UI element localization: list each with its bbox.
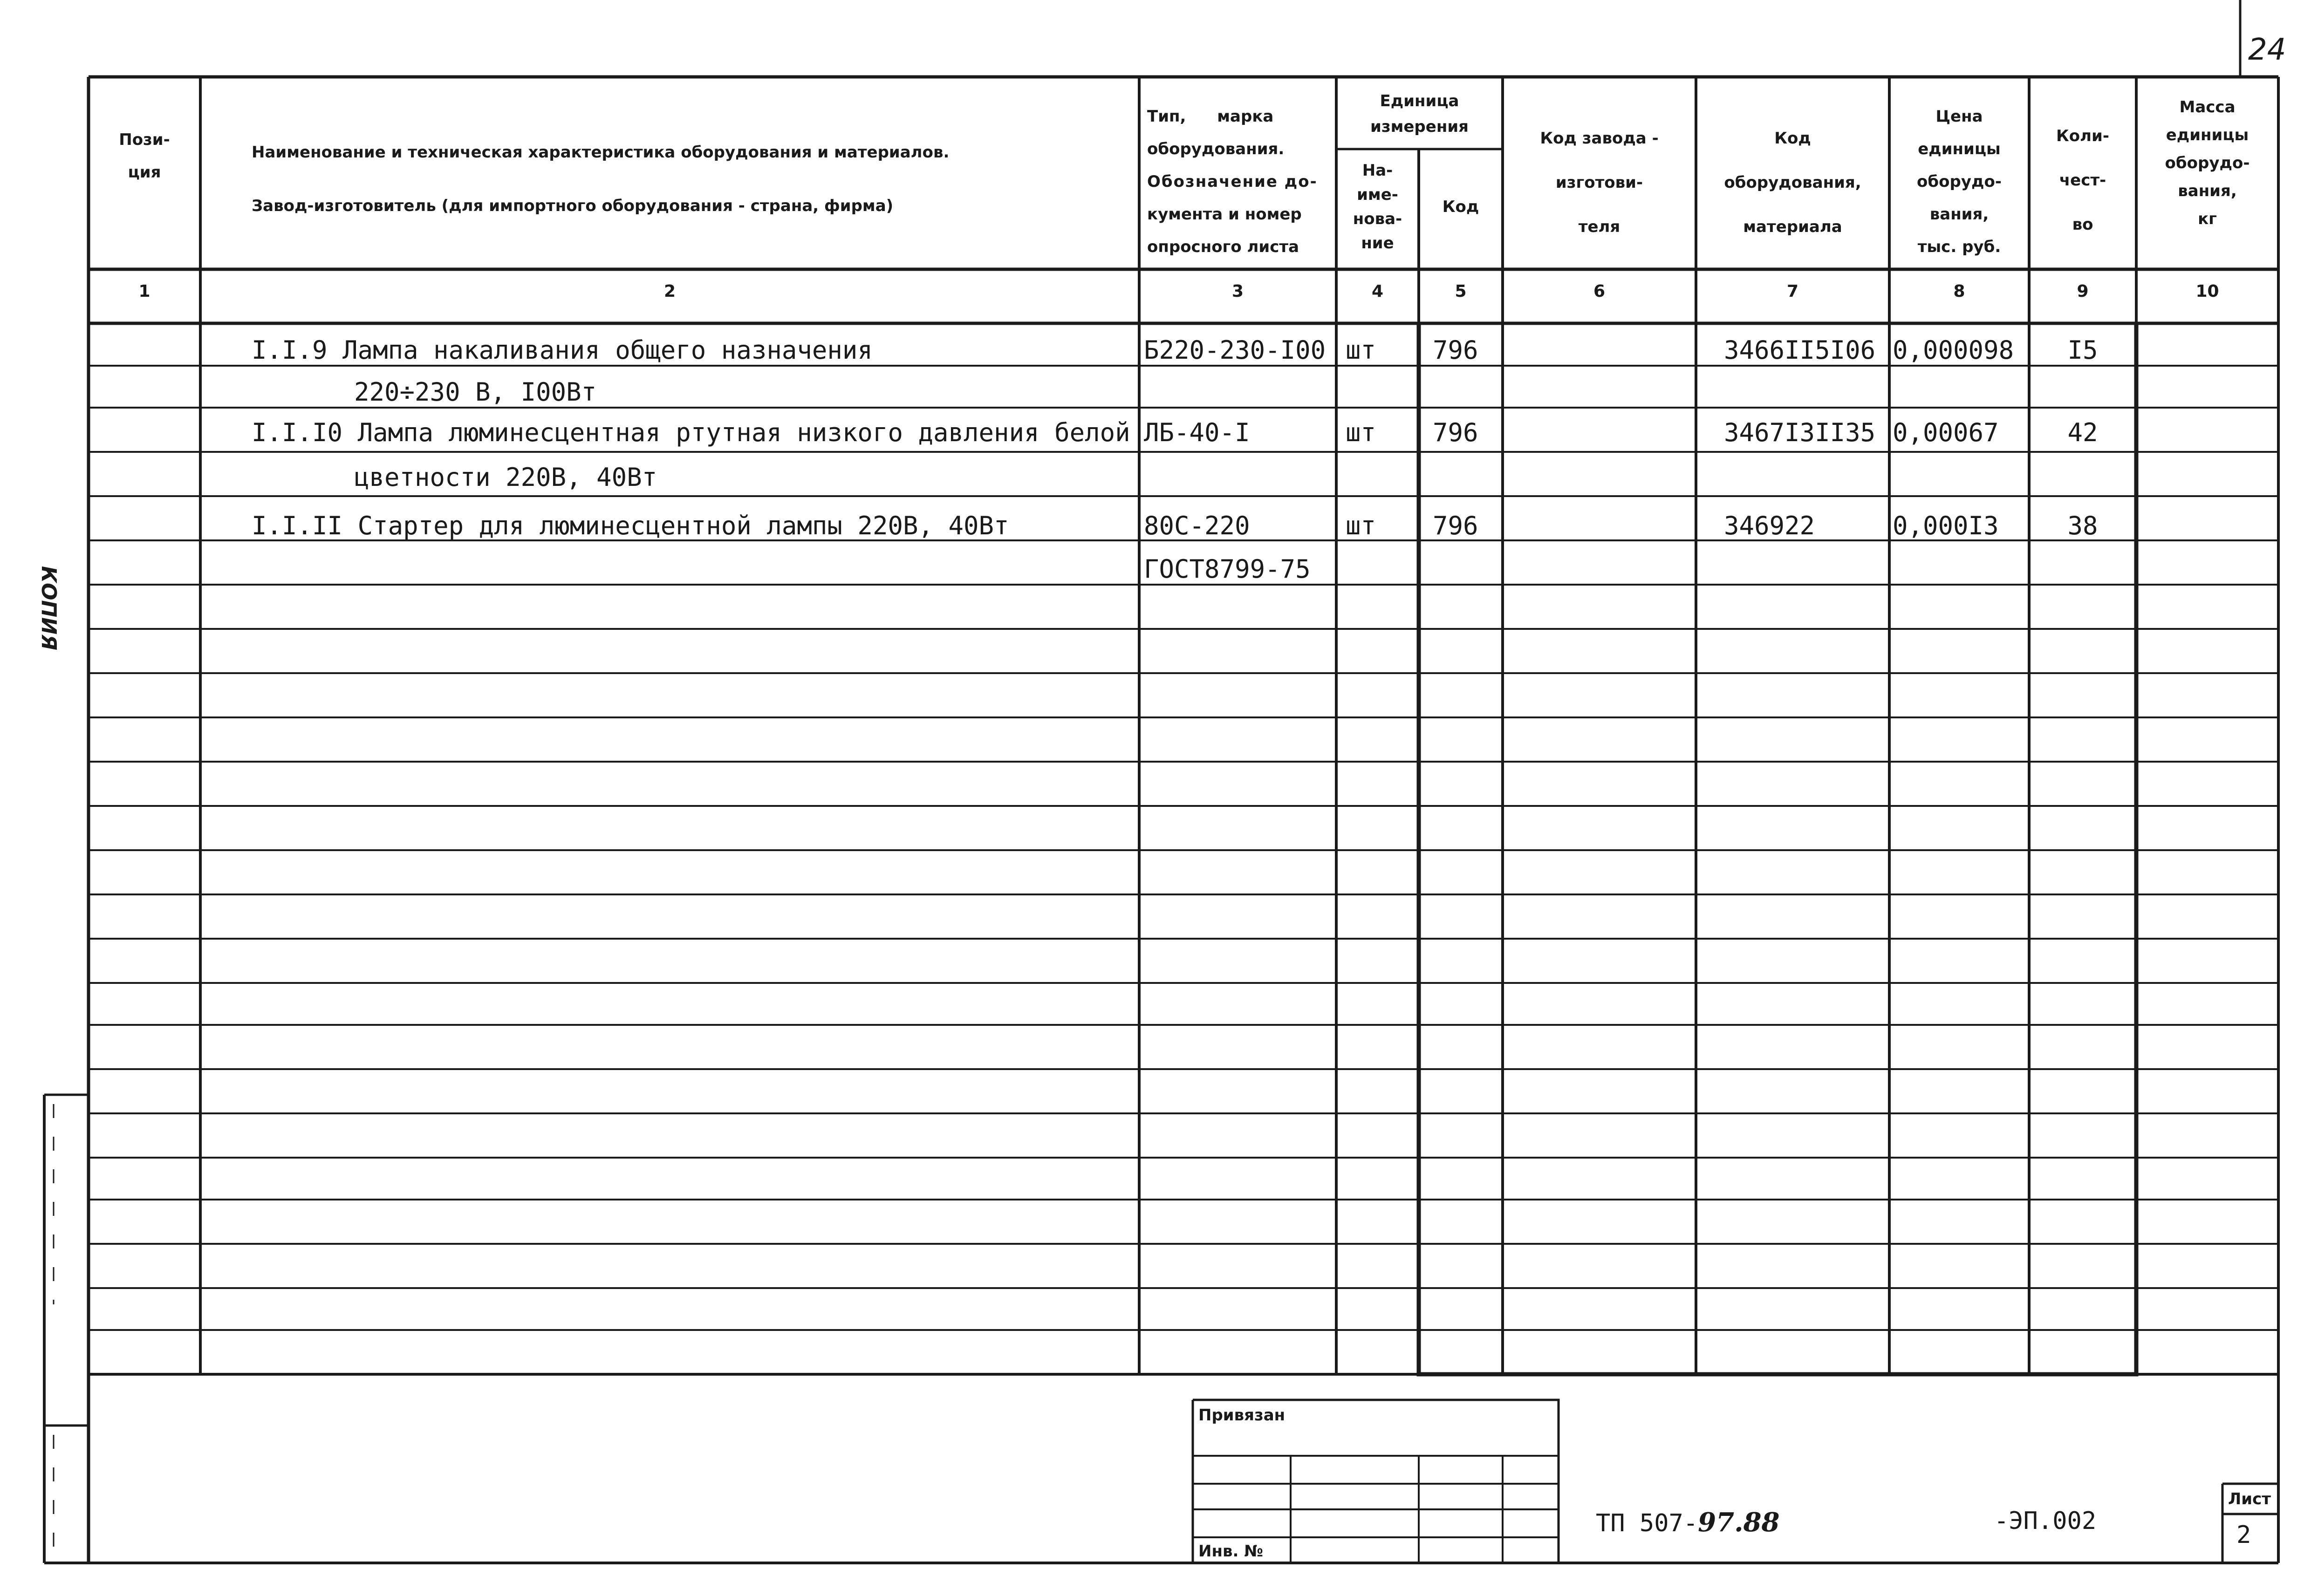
table-row-3-equipment-code: 3467I3II35	[1724, 418, 1876, 447]
header-unit-code: Код	[1442, 198, 1479, 216]
table-row-3-type: ЛБ-40-I	[1144, 418, 1250, 447]
table-row-3-unit-code: 796	[1433, 418, 1478, 447]
header-name: Наименование и техническая характеристика оборудования и материалов. Завод-изготовитель (для импортного оборудования - страна, фирма)	[252, 143, 950, 215]
header-factory-code: Код завода - изготови- теля	[1540, 129, 1659, 236]
column-number-4: 4	[1371, 282, 1384, 301]
table-row-2-name: 220÷230 В, I00Вт	[354, 377, 597, 407]
column-number-3: 3	[1231, 282, 1244, 301]
table-row-3-unit: шт	[1346, 418, 1376, 447]
header-position: Пози- ция	[119, 130, 170, 182]
document-code-prefix: ТП 507-	[1596, 1509, 1698, 1537]
table-row-1-type: Б220-230-I00	[1144, 335, 1326, 365]
table-row-1-quantity: I5	[2067, 335, 2098, 365]
sheet-label: Лист	[2228, 1490, 2271, 1508]
header-unit-name: На- име- нова- ние	[1353, 161, 1402, 252]
table-row-5-quantity: 38	[2067, 511, 2098, 540]
table-row-5-equipment-code: 346922	[1724, 511, 1815, 540]
table-row-3-name: I.I.I0 Лампа люминесцентная ртутная низкого давления белой	[252, 418, 1130, 447]
document-code-suffix: -ЭП.002	[1994, 1507, 2097, 1535]
table-row-6-type: ГОСТ8799-75	[1144, 554, 1311, 584]
column-number-7: 7	[1786, 282, 1799, 301]
header-unit-mass: Масса единицы оборудо- вания, кг	[2165, 98, 2250, 228]
header-unit-price: Цена единицы оборудо- вания, тыс. руб.	[1917, 107, 2002, 256]
sheet-number: 2	[2236, 1521, 2251, 1549]
column-number-9: 9	[2077, 282, 2089, 301]
table-row-5-unit-code: 796	[1433, 511, 1478, 540]
header-type: Тип, марка оборудования. Обозначение до- кумента и номер опросного листа	[1147, 107, 1318, 256]
header-unit-group: Единица измерения	[1370, 92, 1469, 136]
column-number-5: 5	[1455, 282, 1467, 301]
table-row-4-name: цветности 220В, 40Вт	[354, 463, 657, 492]
table-row-1-price: 0,000098	[1893, 335, 2014, 365]
column-number-6: 6	[1593, 282, 1606, 301]
copy-side-mark: КОПИЯ	[37, 566, 61, 650]
table-row-1-name: I.I.9 Лампа накаливания общего назначения	[252, 335, 873, 365]
table-row-5-type: 80С-220	[1144, 511, 1250, 540]
table-row-1-equipment-code: 3466II5I06	[1724, 335, 1876, 365]
header-quantity: Коли- чест- во	[2056, 127, 2109, 234]
table-row-5-price: 0,000I3	[1893, 511, 1999, 540]
table-row-1-unit: шт	[1346, 335, 1376, 365]
column-number-1: 1	[138, 282, 150, 301]
table-row-1-unit-code: 796	[1433, 335, 1478, 365]
table-row-5-unit: шт	[1346, 511, 1376, 540]
header-equipment-code: Код оборудования, материала	[1724, 129, 1861, 236]
stamp-inventory-label: Инв. №	[1198, 1542, 1264, 1561]
column-number-8: 8	[1953, 282, 1965, 301]
table-row-3-quantity: 42	[2067, 418, 2098, 447]
page-number: 24	[2248, 33, 2286, 67]
document-code-handwritten: 97.88	[1698, 1507, 1780, 1538]
stamp-privyazan-label: Привязан	[1198, 1406, 1285, 1425]
column-number-2: 2	[663, 282, 676, 301]
column-number-10: 10	[2195, 282, 2219, 301]
table-row-5-name: I.I.II Стартер для люминесцентной лампы 220В, 40Вт	[252, 511, 1009, 540]
table-row-3-price: 0,00067	[1893, 418, 1999, 447]
document-code	[1596, 1507, 1780, 1538]
